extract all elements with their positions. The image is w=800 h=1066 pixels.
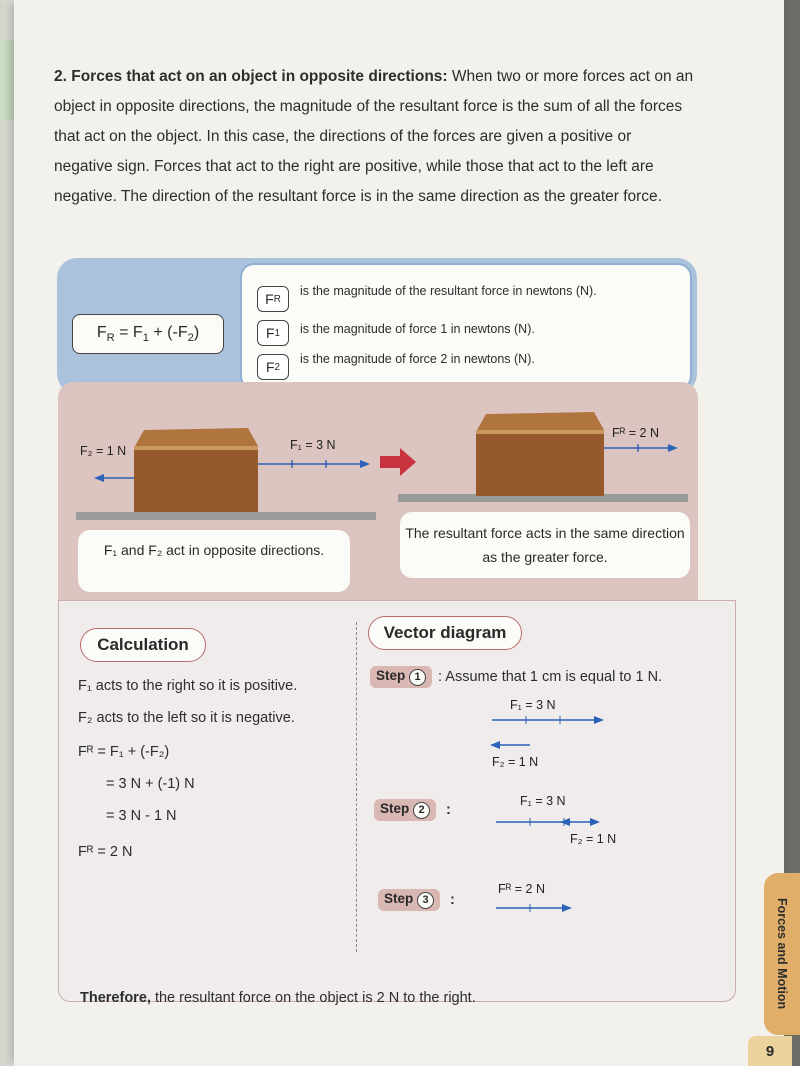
box-left [134,446,258,512]
box-left-top [134,428,258,448]
calc-line-4: = 3 N + (-1) N [106,776,195,792]
step-1-text: : Assume that 1 cm is equal to 1 N. [438,669,663,685]
s1-f1-label: F₁ = 3 N [510,698,556,712]
calc-line-5: = 3 N - 1 N [106,808,177,824]
formula-expression: $F_R = F_1 + (-F_2)$ [96,323,200,345]
paragraph-heading: 2. Forces that act on an object in opposite directions: [54,68,448,85]
definition-f2: is the magnitude of force 2 in newtons (N). [300,352,535,366]
s1-f2-label: F₂ = 1 N [492,755,539,769]
vector-diagram-heading: Vector diagram [368,616,522,650]
step-3-badge: Step 3 [378,889,440,911]
page-number: 9 [748,1036,792,1066]
step-2: Step 2 : [374,799,451,821]
s3-fr-label: Fᴿ = 2 N [498,882,545,896]
intro-paragraph [54,62,694,212]
s2-f2-arrow [560,818,570,826]
calc-line-3: Fᴿ = F₁ + (-F₂) [78,744,170,760]
symbol-fr: F R [257,286,289,312]
symbol-f2: F 2 [257,354,289,380]
chapter-tab-label: Forces and Motion [775,898,789,1010]
definition-f1: is the magnitude of force 1 in newtons (N). [300,322,535,336]
box-right [476,430,604,496]
label-fr-right: Fᴿ = 2 N [612,426,659,440]
conclusion-text: the resultant force on the object is 2 N to the right. [154,990,476,1006]
calculation-heading: Calculation [80,628,206,662]
step-3: Step 3 : [378,889,455,911]
conclusion-lead: Therefore, [80,990,151,1006]
calc-line-1: F₁ acts to the right so it is positive. [78,678,298,694]
box-right-top [476,412,604,432]
label-f2-left: F₂ = 1 N [80,444,127,458]
column-divider [356,622,357,952]
formula-box [72,314,224,354]
s2-f2-label: F₂ = 1 N [570,832,617,846]
transition-arrow [380,448,416,476]
caption-left: F₁ and F₂ act in opposite directions. [78,530,350,592]
s2-f1-label: F₁ = 3 N [520,794,566,808]
symbol-f1: F 1 [257,320,289,346]
conclusion [80,990,476,1006]
calc-line-6: Fᴿ = 2 N [78,844,133,860]
label-f1-left: F₁ = 3 N [290,438,336,452]
caption-right: The resultant force acts in the same direction as the greater force. [400,512,690,578]
step-1-badge: Step 1 [370,666,432,688]
paragraph-body: When two or more forces act on an object in opposite directions, the magnitude of the resultant force is the sum of all the forces that act on the object. In this case, the directions of the forces are given a positive or negative sign. Forces that act to the right are positive, while those that act to the left are negative. The direction of the resultant force is in the same direction as the greater force. [54,68,694,205]
definition-fr: is the magnitude of the resultant force in newtons (N). [300,284,597,298]
ground-left [76,512,376,520]
calc-line-2: F₂ acts to the left so it is negative. [78,710,295,726]
step-2-badge: Step 2 [374,799,436,821]
step-1 [370,666,662,688]
previous-page-strip [0,40,14,120]
